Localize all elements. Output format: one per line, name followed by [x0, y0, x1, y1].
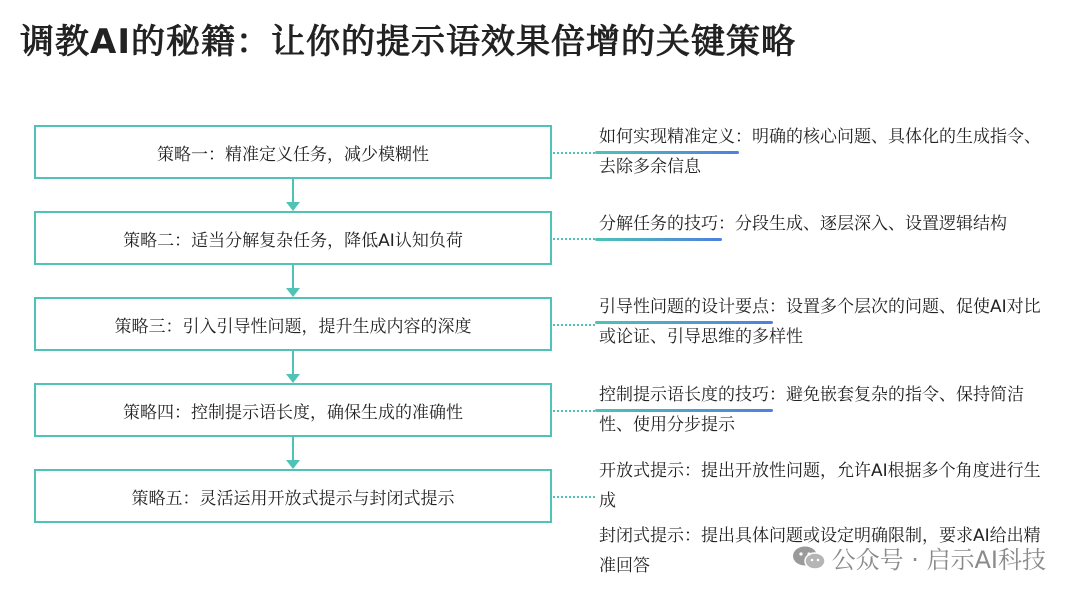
- strategy-note-5-closed: 封闭式提示：提出具体问题或设定明确限制，要求AI给出精准回答: [599, 526, 1041, 576]
- strategy-note-2: [599, 209, 1049, 239]
- watermark-text: 公众号 · 启示AI科技: [831, 546, 1046, 574]
- connector-line: [553, 238, 595, 240]
- connector-line: [553, 410, 595, 412]
- note-body: ：避免嵌套复杂的指令、保持简洁性、使用分步提示: [599, 385, 1024, 435]
- note-body: ：明确的核心问题、具体化的生成指令、去除多余信息: [599, 127, 1041, 177]
- note-heading: 控制提示语长度的技巧: [599, 380, 769, 410]
- strategy-note-1: [599, 122, 1049, 182]
- note-body: ：设置多个层次的问题、促使AI对比或论证、引导思维的多样性: [599, 297, 1041, 347]
- strategy-label: 策略五：灵活运用开放式提示与封闭式提示: [131, 488, 455, 509]
- note-heading: 如何实现精准定义: [599, 122, 735, 152]
- strategy-label: 策略四：控制提示语长度，确保生成的准确性: [123, 402, 463, 423]
- watermark: [792, 540, 1046, 575]
- down-arrow-icon: [286, 437, 300, 469]
- strategy-box-1: [34, 125, 552, 179]
- note-heading: 分解任务的技巧: [599, 209, 718, 239]
- down-arrow-icon: [286, 179, 300, 211]
- strategy-box-5: [34, 469, 552, 523]
- strategy-note-4: [599, 380, 1049, 440]
- strategy-note-5-open: 开放式提示：提出开放性问题，允许AI根据多个角度进行生成: [599, 461, 1041, 511]
- page-title: 调教AI的秘籍：让你的提示语效果倍增的关键策略: [20, 22, 796, 62]
- connector-line: [553, 496, 595, 498]
- note-heading: 引导性问题的设计要点: [599, 292, 769, 322]
- down-arrow-icon: [286, 351, 300, 383]
- strategy-label: 策略三：引入引导性问题，提升生成内容的深度: [114, 316, 472, 337]
- connector-line: [553, 324, 595, 326]
- wechat-icon: [792, 545, 826, 571]
- note-body: ：分段生成、逐层深入、设置逻辑结构: [718, 214, 1007, 234]
- strategy-note-3: [599, 292, 1049, 352]
- strategy-label: 策略二：适当分解复杂任务，降低AI认知负荷: [123, 230, 463, 251]
- strategy-box-3: [34, 297, 552, 351]
- down-arrow-icon: [286, 265, 300, 297]
- strategy-box-2: [34, 211, 552, 265]
- strategy-box-4: [34, 383, 552, 437]
- strategy-label: 策略一：精准定义任务，减少模糊性: [157, 144, 429, 165]
- connector-line: [553, 152, 595, 154]
